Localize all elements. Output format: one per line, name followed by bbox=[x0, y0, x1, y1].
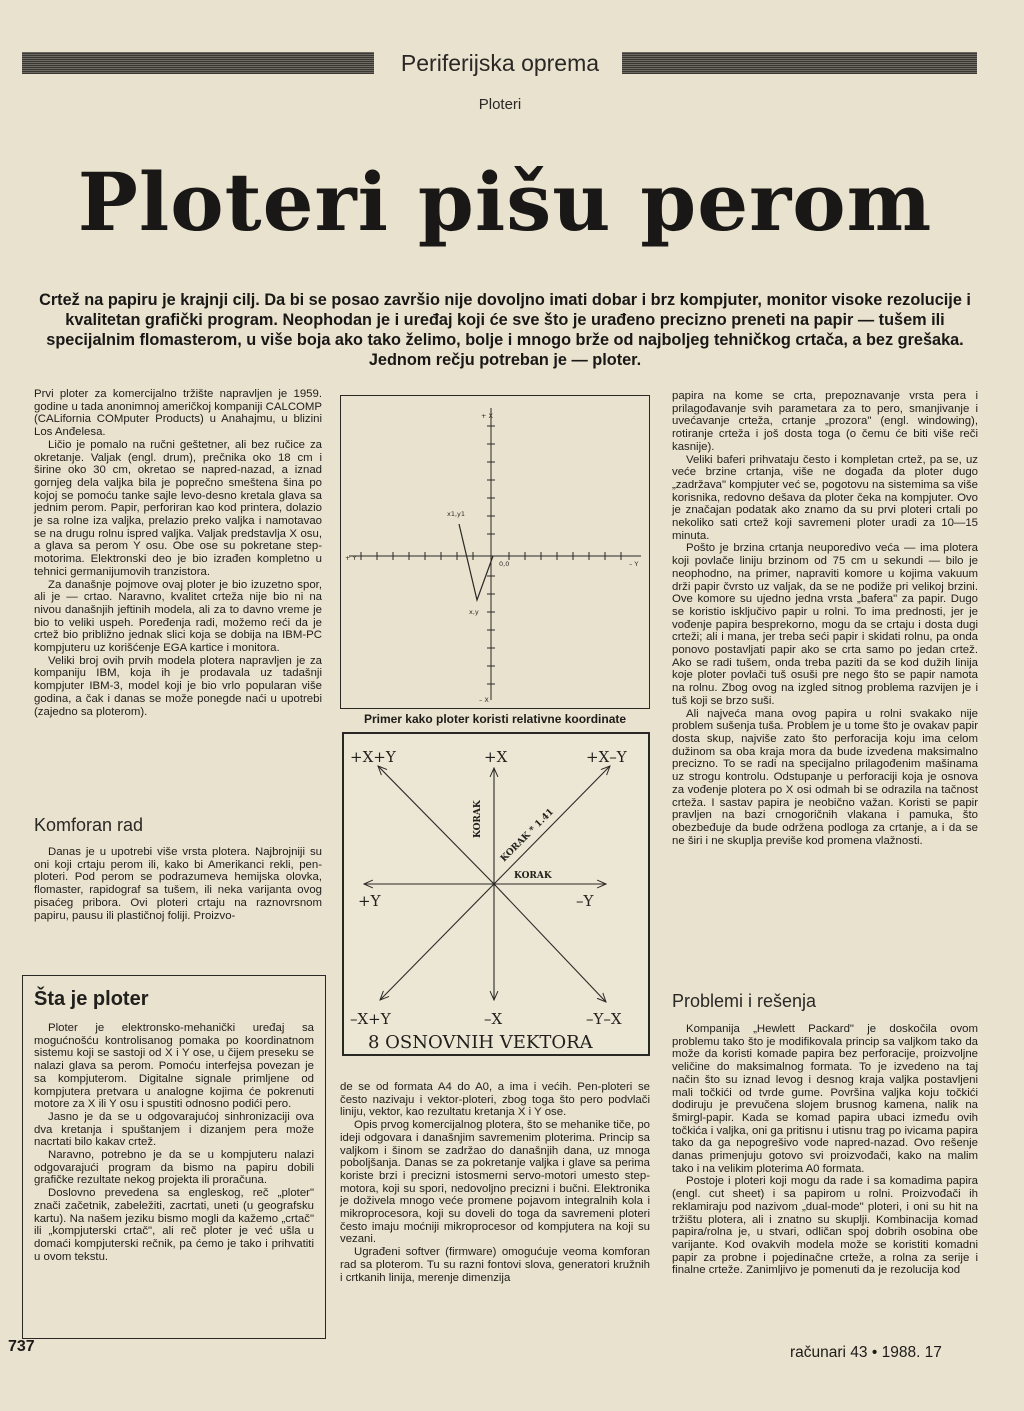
paragraph: Ploter je elektronsko-mehanički uređaj sa mogućnošću kontrolisanog pomaka po koordinatnom sistemu koji se sastoji od X i Y ose, u čijem preseku se nalazi glava sa perom. Pomoću interfejsa povezan je sa kompjuterom. Digitalne signale primljene od kompjutera pretvara u analogne kojima će pokrenuti motore za X ili Y osu i spustiti odnosno podići pero. bbox=[34, 1022, 314, 1111]
label-origin: 0,0 bbox=[499, 560, 510, 568]
column-1-text bbox=[34, 388, 322, 718]
paragraph: Pošto je brzina crtanja neuporedivo veća — ima plotera koji povlače liniju brzinom od 75 cm u sekundi — bilo je neophodno, na primer, napraviti komore u kojima vakuum drži papir čvrsto uz valjak, da se ne podiže pri velikoj brzini. Ove komore su ujedno jedna vrsta „bafera" za papir. Dugo se koristio isključivo papir u rolni. To ima prednosti, jer je vođenje papira besprekorno, mogu da se crtaju i dosta dugi crteži; ali i mana, jer treba seći papir i skidati rolnu, pa onda ponovo postavljati papir ako se crta samo po jedan crtež. Ako se radi tušem, onda treba paziti da se kod dužih linija koje ploter povlači tuš osuši pre nego što se papir namota na rolnu. Zbog ovog na izgled sitnog problema razvijen je i tuš koji se brzo suši. bbox=[672, 542, 978, 707]
column-1-komforan-text bbox=[34, 846, 322, 922]
column-3-problemi-text bbox=[672, 1023, 978, 1277]
publication-footer: računari 43 • 1988. 17 bbox=[790, 1344, 942, 1361]
figure-relative-coordinates bbox=[340, 395, 650, 709]
paragraph: Ličio je pomalo na ručni geštetner, ali bez ručice za okretanje. Valjak (engl. drum), prečnika oko 18 cm i širine oko 30 cm, okretao se napred-nazad, a iznad gornjeg dela valjka bila je poprečno smeštena šina po kojoj se pomoću tanke sajle levo-desno kretala glava sa jednim perom. Papir, perforiran kao kod printera, dolazio je sa rolne iza valjka, prelazio preko valjka i namotavao se na drugu rolnu ispred valjka. Valjak predstavlja X osu, a glava sa perom Y osu. Obe ose su pokretane step-motorima. Elektronski deo je bio izrađen kompletno u tehnici germanijumovih tranzistora. bbox=[34, 438, 322, 578]
vectors-diagram bbox=[344, 734, 648, 1054]
subheading-problemi: Problemi i rešenja bbox=[672, 991, 817, 1011]
paragraph: de se od formata A4 do A0, a ima i većih. Pen-ploteri se često nazivaju i vektor-ploteri, zbog toga što pero podvlači liniju, vektor, kao rezultatu kretanja X i Y ose. bbox=[340, 1081, 650, 1119]
label-plus-x: +X bbox=[484, 748, 508, 766]
header-band-right bbox=[622, 52, 977, 74]
label-korak-diagonal: KORAK * 1.41 bbox=[499, 807, 557, 865]
paragraph: Ugrađeni softver (firmware) omogućuje veoma komforan rad sa ploterom. Tu su razni fontovi slova, generatori kružnih i crtkanih linija, merenje dimenzija bbox=[340, 1246, 650, 1284]
label-plus-x-plus-y: +X+Y bbox=[350, 748, 396, 766]
paragraph: Doslovno prevedena sa engleskog, reč „ploter" znači začetnik, zabeležiti, zacrtati, uneti (u geografsku kartu). Na našem jeziku bismo mogli da kažemo „crtač" ili „kompjuterski crtač", ali reč ploter je već ušla u domaći kompjuterski rečnik, pa ćemo je tako i prihvatiti u ovom tekstu. bbox=[34, 1187, 314, 1263]
label-minus-x-plus-y: –X+Y bbox=[350, 1010, 391, 1028]
section-title: Periferijska oprema bbox=[400, 50, 600, 76]
label-pos-y: + Y bbox=[345, 554, 357, 562]
label-point-2: x,y bbox=[469, 608, 479, 616]
vector-up-right bbox=[494, 766, 610, 884]
paragraph: papira na kome se crta, prepoznavanje vrsta pera i prilagođavanje svih parametara za to pero, smanjivanje i uvećavanje crteža, crtanje „prozora" (engl. windowing), rotiranje crteža i još dosta toga (o čemu će biti više reči kasnije). bbox=[672, 390, 978, 453]
paragraph: Danas je u upotrebi više vrsta plotera. Najbrojniji su oni koji crtaju perom ili, kako bi Amerikanci rekli, pen-ploteri. Pod perom se podrazumeva hemijska olovka, flomaster, rapidograf sa tušem, ili neka varijanta ovog pisaćeg pribora. Ovi ploteri crtaju na raznovrsnom papiru, pausu ili plastičnoj foliji. Proizvo- bbox=[34, 846, 322, 922]
vector-path bbox=[459, 524, 493, 600]
label-neg-y: – Y bbox=[629, 560, 639, 568]
label-plus-x-minus-y: +X–Y bbox=[586, 748, 627, 766]
figure-2-title: 8 OSNOVNIH VEKTORA bbox=[368, 1032, 593, 1053]
label-korak-vertical: KORAK bbox=[473, 800, 483, 838]
paragraph: Opis prvog komercijalnog plotera, što se mehanike tiče, po ideji odgovara i današnjim savremenim ploterima. Princip sa valjkom i šinom se zadržao do današnjih dana, uz mnoga poboljšanja. Danas se za pokretanje valjka i glave sa perima koriste brzi i precizni istosmerni servo-motori umesto step-motora, koji su spori, nedovoljno precizni i bučni. Elektronika je doživela mnogo veće promene pojavom integralnih kola i mikroprocesora, koji su doveli do toga da savremeni ploteri često imaju moćniji mikroprocesor od kompjutera na koji su vezani. bbox=[340, 1119, 650, 1246]
header-band-left bbox=[22, 52, 374, 74]
paragraph: Za današnje pojmove ovaj ploter je bio izuzetno spor, ali je — crtao. Naravno, kvalitet crteža nije bio ni na nivou današnjih jeftinih modela, ali za to davno vreme je bio to veliki uspeh. Poređenja radi, možemo reći da je crtež bio približno jednak slici koja se dobija na IBM-PC kompjuteru uz korišćenje EGA kartice i monitora. bbox=[34, 578, 322, 655]
vector-down-left bbox=[380, 884, 494, 1000]
column-3-text bbox=[672, 390, 978, 847]
label-minus-x: –X bbox=[484, 1010, 503, 1028]
article-headline: Ploteri pišu perom bbox=[77, 155, 933, 249]
label-neg-x: – X bbox=[479, 696, 489, 704]
figure-basic-vectors bbox=[342, 732, 650, 1056]
paragraph: Kompanija „Hewlett Packard" je doskočila ovom problemu tako što je modifikovala princip sa valjkom tako da može da koristi komade papira bez perforacije, proizvoljne veličine do maksimalnog formata. To je izvedeno na taj način što su iznad levog i desnog kraja valjka postavljeni mali točkići od tvrde gume. Površina valjka koju točkići dodiruju je prevučena slojem brusnog kamena, nalik na šmirgl-papir. Kada se komad papira ubaci između ovih točkića i valjka, oni ga pritisnu i utisnu trag po ivicama papira tako da ga nepogrešivo vode napred-nazad. Ovo rešenje danas primenjuju gotovo svi proizvođači, kako na malim tako i na velikim ploterima A0 formata. bbox=[672, 1023, 978, 1175]
label-minus-y-minus-x: –Y–X bbox=[586, 1010, 622, 1028]
sidebar-text bbox=[34, 1022, 314, 1263]
label-korak-horizontal: KORAK bbox=[514, 871, 552, 881]
label-pos-x: + X bbox=[481, 412, 493, 420]
paragraph: Postoje i ploteri koji mogu da rade i sa komadima papira (engl. cut sheet) i sa papirom u rolni. Proizvođači ih reklamiraju pod nazivom „dual-mode" ploteri, i oni su hit na tržištu plotera, ali i znatno su skuplji. Kombinacija komad papira/rolna je, u stvari, odličan spoj dobrih osobina obe varijante. Kod ovakvih modela može se koristiti komadni papir za probne i pojedinačne crteže, a rolna za serije i finalne crteže. Zanimljivo je pomenuti da je rezolucija kod bbox=[672, 1175, 978, 1277]
paragraph: Veliki broj ovih prvih modela plotera napravljen je za kompaniju IBM, koja ih je prodavala uz tadašnji kompjuter IBM-3, model koji je bio vrlo popularan više godina, a čak i danas se može ponegde naći u upotrebi (zajedno sa ploterom). bbox=[34, 654, 322, 718]
paragraph: Ali najveća mana ovog papira u rolni svakako nije problem sušenja tuša. Problem je u tome što je ovakav papir dosta skup, najviše zato što perforacija koju ima celom dužinom sa oba kraja mora da bude izvedena maksimalno precizno. To se radi na specijalno prilagođenim mašinama uz strogu kontrolu. Odstupanje u perforaciji koja je osnova za vođenje plotera po X osi odmah bi se odrazila na tačnost crteža. I sastav papira je neobično važan. Koristi se papir pravljen na bazi crnogoričnih vlakana i pamuka, što obezbeđuje da bude održena podloga za crtanje, a i da se ne širi i ne skuplja previše kod promena vlažnosti. bbox=[672, 707, 978, 847]
article-lead: Crtež na papiru je krajnji cilj. Da bi se posao završio nije dovoljno imati dobar i brz kompjuter, monitor visoke rezolucije i kvalitetan grafički program. Neophodan je i uređaj koji će sve što je urađeno precizno preneti na papir — tušem ili specijalnim flomasterom, u više boja ako tako želimo, bolje i mnogo brže od najboljeg tehničkog crtača, a bez grešaka. Jednom rečju potreban je — ploter. bbox=[39, 291, 971, 369]
sidebar-heading: Šta je ploter bbox=[34, 988, 149, 1010]
subsection-title: Ploteri bbox=[478, 96, 522, 113]
coordinate-diagram bbox=[341, 396, 649, 708]
paragraph: Jasno je da se u odgovarajućoj sinhronizaciji ova dva kretanja i spuštanjem i dizanjem pera može nacrtati bilo kakav crtež. bbox=[34, 1110, 314, 1149]
label-point-1: x1,y1 bbox=[447, 510, 466, 518]
column-2-text bbox=[340, 1081, 650, 1284]
paragraph: Naravno, potrebno je da se u kompjuteru nalazi odgovarajući program da bismo na papiru dobili grafičke rezultate nekog projekta ili proračuna. bbox=[34, 1149, 314, 1187]
label-plus-y: +Y bbox=[358, 892, 381, 910]
label-minus-y: –Y bbox=[576, 892, 594, 910]
subheading-komforan-rad: Komforan rad bbox=[34, 815, 144, 835]
paragraph: Veliki baferi prihvataju često i kompletan crtež, pa se, uz veće brzine crtanja, više ne događa da ploter dugo „zadržava" kompjuter već se, pogotovu na sistemima sa više korisnika, redovno dešava da ploter čeka na kompjuter. Ovo je značajan podatak ako znamo da su prvi ploteri crtali po nekoliko sati crtež koji savremeni ploter uradi za 10—15 minuta. bbox=[672, 453, 978, 542]
page-number: 737 bbox=[8, 1338, 35, 1355]
paragraph: Prvi ploter za komercijalno tržište napravljen je 1959. godine u tada anonimnoj američkoj kompaniji CALCOMP (CALifornia COMputer Products) u Anahajmu, u blizini Los Anđelesa. bbox=[34, 388, 322, 439]
figure-1-caption: Primer kako ploter koristi relativne koordinate bbox=[363, 712, 627, 726]
